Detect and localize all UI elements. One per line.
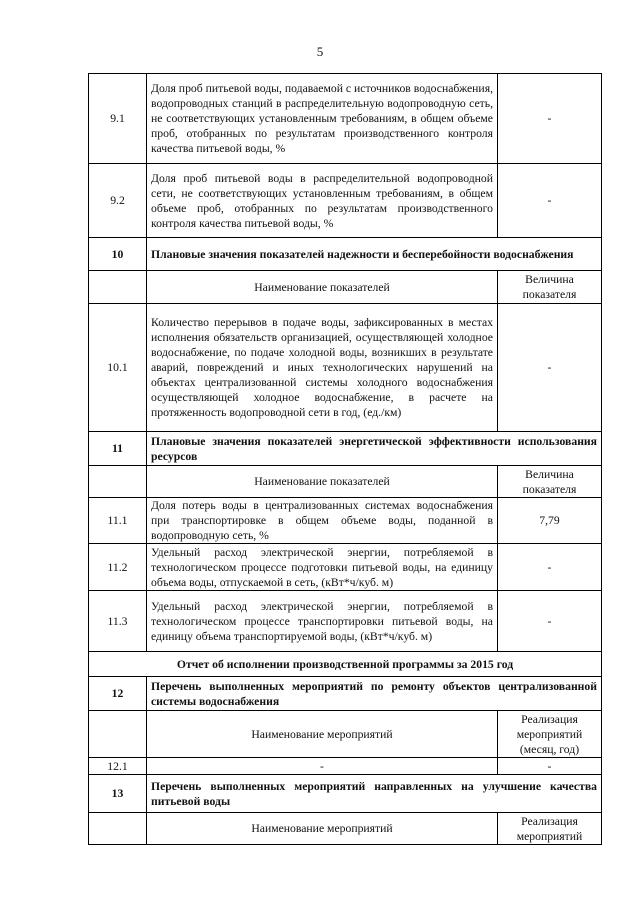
table-row bbox=[89, 498, 602, 544]
empty-cell bbox=[89, 271, 147, 304]
indicator-value: - bbox=[498, 304, 602, 432]
row-number: 12.1 bbox=[89, 758, 147, 775]
header-row bbox=[89, 711, 602, 758]
section-number: 11 bbox=[89, 432, 147, 466]
section-title: Плановые значения показателей надежности и бесперебойности водоснабжения bbox=[147, 238, 602, 271]
indicator-text: Количество перерывов в подаче воды, зафиксированных в местах исполнения обязательств организацией, осуществляющей холодное водоснабжение, по подаче холодной воды, возникших в результате аварий, повреждений и иных технологических нарушений на объектах централизованной системы холодного водоснабжения осуществляющей холодное водоснабжение, в расчете на протяженность водопроводной сети в год, (ед./км) bbox=[147, 304, 498, 432]
indicator-text: Удельный расход электрической энергии, потребляемой в технологическом процессе подготовки питьевой воды, на единицу объема воды, отпускаемой в сеть, (кВт*ч/куб. м) bbox=[147, 544, 498, 591]
report-title: Отчет об исполнении производственной программы за 2015 год bbox=[89, 652, 602, 677]
indicator-value: - bbox=[498, 591, 602, 652]
indicator-text: Доля потерь воды в централизованных системах водоснабжения при транспортировке в общем объеме воды, поданной в водопроводную сеть, % bbox=[147, 498, 498, 544]
table-row bbox=[89, 758, 602, 775]
empty-cell bbox=[89, 813, 147, 845]
value-column-header: Реализация мероприятий (месяц, год) bbox=[498, 711, 602, 758]
indicators-table bbox=[88, 73, 602, 845]
section-title: Плановые значения показателей энергетической эффективности использования ресурсов bbox=[147, 432, 602, 466]
indicator-value: - bbox=[498, 164, 602, 238]
name-column-header: Наименование мероприятий bbox=[147, 813, 498, 845]
section-row bbox=[89, 677, 602, 711]
page-number: 5 bbox=[316, 44, 324, 59]
name-column-header: Наименование показателей bbox=[147, 466, 498, 498]
table-row bbox=[89, 591, 602, 652]
section-number: 12 bbox=[89, 677, 147, 711]
row-number: 11.3 bbox=[89, 591, 147, 652]
section-number: 10 bbox=[89, 238, 147, 271]
indicator-text: Доля проб питьевой воды в распределительной водопроводной сети, не соответствующих установленным требованиям, в общем объеме проб, отобранных по результатам производственного контроля качества питьевой воды, % bbox=[147, 164, 498, 238]
indicator-value: - bbox=[498, 544, 602, 591]
measure-text: - bbox=[147, 758, 498, 775]
name-column-header: Наименование мероприятий bbox=[147, 711, 498, 758]
indicator-text: Доля проб питьевой воды, подаваемой с источников водоснабжения, водопроводных станций в распределительную водопроводную сеть, не соответствующих установленным требованиям, в общем объеме проб, отобранных по результатам производственного контроля качества питьевой воды, % bbox=[147, 74, 498, 164]
section-row bbox=[89, 432, 602, 466]
section-title: Перечень выполненных мероприятий по ремонту объектов централизованной системы водоснабжения bbox=[147, 677, 602, 711]
table-row bbox=[89, 74, 602, 164]
table-row bbox=[89, 544, 602, 591]
header-row bbox=[89, 813, 602, 845]
section-number: 13 bbox=[89, 775, 147, 813]
indicator-text: Удельный расход электрической энергии, потребляемой в технологическом процессе транспортировки питьевой воды, на единицу объема транспортируемой воды, (кВт*ч/куб. м) bbox=[147, 591, 498, 652]
header-row bbox=[89, 271, 602, 304]
indicator-value: - bbox=[498, 74, 602, 164]
section-row bbox=[89, 775, 602, 813]
table-row bbox=[89, 164, 602, 238]
empty-cell bbox=[89, 466, 147, 498]
row-number: 9.2 bbox=[89, 164, 147, 238]
row-number: 10.1 bbox=[89, 304, 147, 432]
report-title-row bbox=[89, 652, 602, 677]
row-number: 11.1 bbox=[89, 498, 147, 544]
row-number: 9.1 bbox=[89, 74, 147, 164]
row-number: 11.2 bbox=[89, 544, 147, 591]
name-column-header: Наименование показателей bbox=[147, 271, 498, 304]
section-title: Перечень выполненных мероприятий направленных на улучшение качества питьевой воды bbox=[147, 775, 602, 813]
table-row bbox=[89, 304, 602, 432]
value-column-header: Реализация мероприятий bbox=[498, 813, 602, 845]
value-column-header: Величина показателя bbox=[498, 271, 602, 304]
header-row bbox=[89, 466, 602, 498]
section-row bbox=[89, 238, 602, 271]
value-column-header: Величина показателя bbox=[498, 466, 602, 498]
measure-value: - bbox=[498, 758, 602, 775]
empty-cell bbox=[89, 711, 147, 758]
indicator-value: 7,79 bbox=[498, 498, 602, 544]
